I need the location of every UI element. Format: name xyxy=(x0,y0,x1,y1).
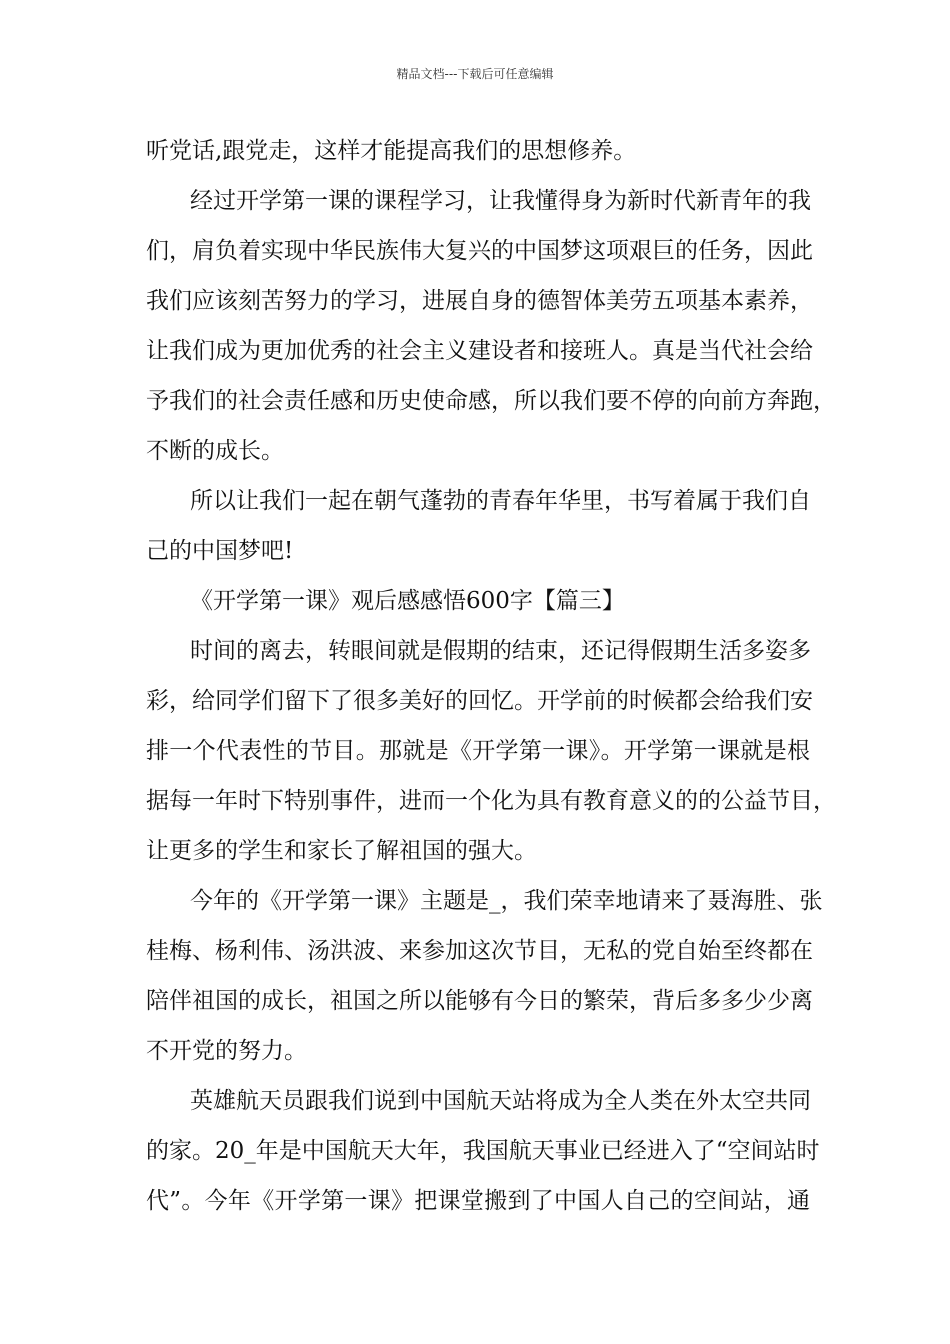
text-line: 英雄航天员跟我们说到中国航天站将成为全人类在外太空共同 xyxy=(190,1088,811,1114)
text-line: 不开党的努力。 xyxy=(146,1038,307,1064)
text-line: 经过开学第一课的课程学习，让我懂得身为新时代新青年的我 xyxy=(190,188,811,214)
section-heading: 《开学第一课》观后感感悟600字【篇三】 xyxy=(190,588,625,614)
text-line: 据每一年时下特别事件，进而一个化为具有教育意义的的公益节目， xyxy=(146,788,836,814)
text-line: 予我们的社会责任感和历史使命感，所以我们要不停的向前方奔跑， xyxy=(146,388,836,414)
text-line: 所以让我们一起在朝气蓬勃的青春年华里，书写着属于我们自 xyxy=(190,488,811,514)
text-line: 今年的《开学第一课》主题是_，我们荣幸地请来了聂海胜、张 xyxy=(190,888,823,914)
text-line: 让我们成为更加优秀的社会主义建设者和接班人。真是当代社会给 xyxy=(146,338,813,364)
text-line: 听党话,跟党走，这样才能提高我们的思想修养。 xyxy=(146,138,637,164)
text-line: 代”。今年《开学第一课》把课堂搬到了中国人自己的空间站，通 xyxy=(146,1188,810,1214)
text-line: 时间的离去，转眼间就是假期的结束，还记得假期生活多姿多 xyxy=(190,638,811,664)
text-line: 们，肩负着实现中华民族伟大复兴的中国梦这项艰巨的任务，因此 xyxy=(146,238,813,264)
text-line: 己的中国梦吧! xyxy=(146,538,294,564)
text-line: 彩，给同学们留下了很多美好的回忆。开学前的时候都会给我们安 xyxy=(146,688,813,714)
text-line: 的家。20_年是中国航天大年，我国航天事业已经进入了“空间站时 xyxy=(146,1138,820,1164)
text-line: 让更多的学生和家长了解祖国的强大。 xyxy=(146,838,537,864)
text-line: 桂梅、杨利伟、汤洪波、来参加这次节目，无私的党自始至终都在 xyxy=(146,938,813,964)
text-line: 我们应该刻苦努力的学习，进展自身的德智体美劳五项基本素养， xyxy=(146,288,813,314)
text-line: 陪伴祖国的成长，祖国之所以能够有今日的繁荣，背后多多少少离 xyxy=(146,988,813,1014)
text-line: 不断的成长。 xyxy=(146,438,284,464)
page-header: 精品文档---下载后可任意编辑 xyxy=(396,67,554,81)
text-line: 排一个代表性的节目。那就是《开学第一课》。开学第一课就是根 xyxy=(146,738,810,764)
